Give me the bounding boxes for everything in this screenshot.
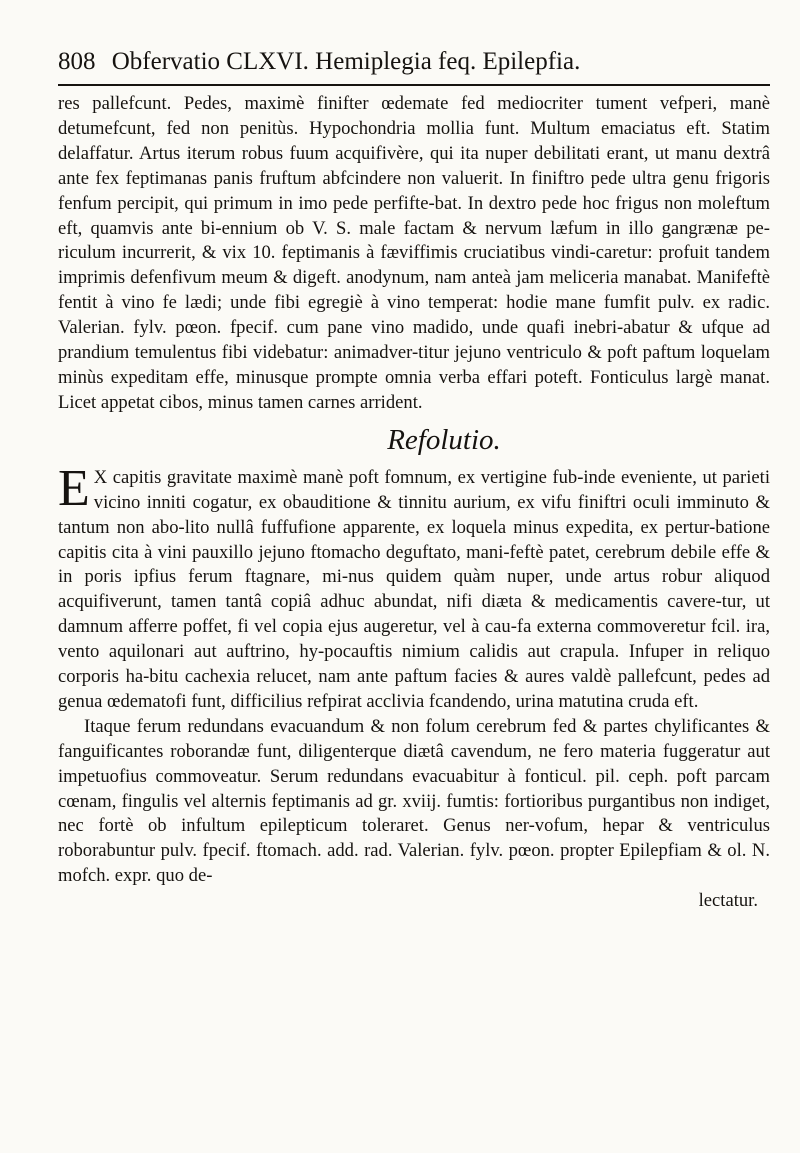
running-title: Obfervatio CLXVI. Hemiplegia feq. Epilepfia.: [111, 48, 581, 75]
catchword: lectatur.: [698, 890, 758, 912]
observation-paragraph: res pallefcunt. Pedes, maximè finifter œdemate fed mediocriter tument vefperi, manè detumefcunt, fed non penitùs. Hypochondria mollia funt. Multum emaciatus eft. Statim delaffatur. Artus iterum robus fuum acquifivère, qui ita nuper debilitati erant, ut manu dextrâ ante fex feptimanas panis fruftum abfcindere non valuerit. In finiftro pede ultra genu frigoris fenfum percipit, qui primum in imo pede perfifte-bat. In dextro pede hoc frigus non moleftum eft, quamvis ante bi-ennium ob V. S. male factam & nervum læfum in illo gangrænæ pe-riculum incurrerit, & vix 10. feptimanis à fæviffimis cruciatibus vindi-caretur: profuit tandem imprimis defenfivum meum & digeft. anodynum, nam anteà jam meliceria manabat. Manifeftè fentit à vino fe lædi; unde fibi egregiè à vino temperat: hodie mane fumfit pulv. ex radic. Valerian. fylv. pœon. fpecif. cum pane vino madido, unde quafi inebri-abatur & ufque ad prandium temulentus fibi videbatur: animadver-titur jejuno ventriculo & poft paftum loquelam minùs expeditam effe, minusque prompte omnia verba effari poteft. Fonticulus largè manat. Licet appetat cibos, minus tamen carnes arrident.: [58, 93, 770, 413]
resolution-paragraph-1-text: X capitis gravitate maximè manè poft fomnum, ex vertigine fub-inde eveniente, ut parieti vicino inniti cogatur, ex obauditione & tinnitu aurium, ex vifu finiftri oculi imminuto & tantum non abo-lito nullâ fuffufione apparente, ex loquela minus expedita, ex pertur-batione capitis cita à vini pauxillo jejuno ftomacho deguftato, mani-feftè patet, cerebrum debile effe & in poris ipfius ferum ftagnare, mi-nus quidem quàm nuper, unde artus robur aliquod acquifiverunt, tamen tantâ copiâ adhuc abundat, nifi diæta & medicamentis cavere-tur, ut damnum afferre poffet, fi vel copia ejus augeretur, vel à cau-fa externa commoveretur fcil. ira, vento aquilonari aut auftrino, hy-pocauftis nimium calidis aut crapula. Infuper in reliquo corporis ha-bitu cachexia relucet, nam ante paftum facies & aures valdè pallefcunt, pedes ad genua œdematofi funt, difficilius refpirat acclivia fcandendo, urina matutina cruda eft.: [58, 466, 770, 712]
page-number: 808: [58, 48, 96, 75]
resolution-paragraph-1: [58, 459, 770, 715]
header-rule: [58, 84, 770, 86]
section-heading: Refolutio.: [387, 423, 501, 456]
drop-cap: E: [58, 459, 90, 517]
resolution-paragraph-2: Itaque ferum redundans evacuandum & non folum cerebrum fed & partes chylificantes & fanguificantes roborandæ funt, diligenterque diætâ cavendum, ne fero materia fuggeratur aut impetuofius commoveatur. Serum redundans evacuabitur à fonticul. pil. ceph. poft parcam cœnam, fingulis vel alternis feptimanis ad gr. xviij. fumtis: fortioribus purgantibus non indiget, nec fortè ob infultum epilepticum toleraret. Genus ner-vofum, hepar & ventriculus roborabuntur pulv. fpecif. ftomach. add. rad. Valerian. fylv. pœon. propter Epilepfiam & ol. N. mofch. expr. quo de-: [58, 715, 770, 887]
running-header: [58, 46, 770, 78]
page-body: [58, 92, 770, 914]
